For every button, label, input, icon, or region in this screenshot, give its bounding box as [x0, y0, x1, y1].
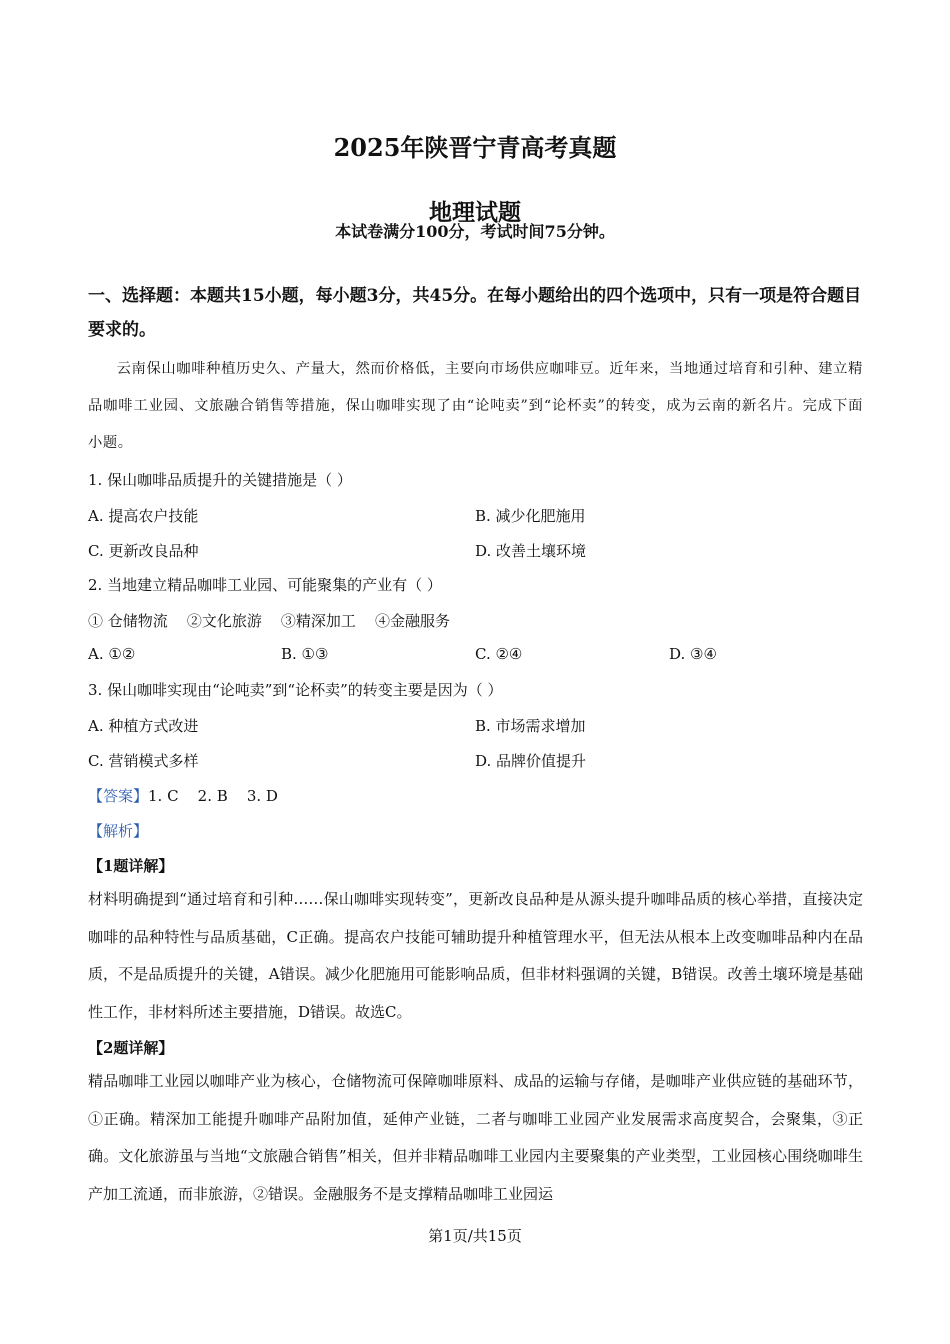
- analysis-tag: 【解析】: [88, 822, 149, 840]
- detail-2-heading: 【2题详解】: [88, 1039, 174, 1057]
- page-footer: 第1页/共15页: [428, 1227, 522, 1245]
- answer-text: 1. C 2. B 3. D: [148, 787, 278, 805]
- question-1-option-a[interactable]: A. 提高农户技能: [88, 507, 199, 525]
- detail-1-heading: 【1题详解】: [88, 857, 174, 875]
- question-1-option-c[interactable]: C. 更新改良品种: [88, 542, 199, 560]
- detail-2-text: 精品咖啡工业园以咖啡产业为核心，仓储物流可保障咖啡原料、成品的运输与存储，是咖啡产业供应链的基础环节，①正确。精深加工能提升咖啡产品附加值，延伸产业链，二者与咖啡工业园产业发展需求高度契合，会聚集，③正确。文化旅游虽与当地“文旅融合销售”相关，但并非精品咖啡工业园内主要聚集的产业类型，工业园核心围绕咖啡生产加工流通，而非旅游，②错误。金融服务不是支撑精品咖啡工业园运: [88, 1072, 863, 1203]
- question-2-option-c[interactable]: C. ②④: [475, 645, 523, 663]
- exam-title: 2025年陕晋宁青高考真题: [333, 133, 617, 162]
- detail-1-text: 材料明确提到“通过培育和引种……保山咖啡实现转变”，更新改良品种是从源头提升咖啡品质的核心举措，直接决定咖啡的品种特性与品质基础，C正确。提高农户技能可辅助提升种植管理水平，但无法从根本上改变咖啡品种内在品质，不是品质提升的关键，A错误。减少化肥施用可能影响品质，但非材料强调的关键，B错误。改善土壤环境是基础性工作，非材料所述主要措施，D错误。故选C。: [88, 890, 863, 1021]
- question-3-option-d[interactable]: D. 品牌价值提升: [475, 752, 587, 770]
- question-2-option-d[interactable]: D. ③④: [669, 645, 717, 663]
- question-1-stem: 1. 保山咖啡品质提升的关键措施是（ ）: [88, 471, 352, 489]
- question-3-option-c[interactable]: C. 营销模式多样: [88, 752, 199, 770]
- section-heading: 一、选择题：本题共15小题，每小题3分，共45分。在每小题给出的四个选项中，只有一项是符合题目要求的。: [88, 286, 862, 340]
- passage-text: 云南保山咖啡种植历史久、产量大，然而价格低，主要向市场供应咖啡豆。近年来，当地通过培育和引种、建立精品咖啡工业园、文旅融合销售等措施，保山咖啡实现了由“论吨卖”到“论杯卖”的转变，成为云南的新名片。完成下面小题。: [88, 361, 863, 451]
- answer-tag: 【答案】: [88, 787, 149, 805]
- question-2-option-a[interactable]: A. ①②: [88, 645, 136, 663]
- question-3-option-b[interactable]: B. 市场需求增加: [475, 717, 586, 735]
- question-3-stem: 3. 保山咖啡实现由“论吨卖”到“论杯卖”的转变主要是因为（ ）: [88, 681, 503, 699]
- question-2-stem: 2. 当地建立精品咖啡工业园、可能聚集的产业有（ ）: [88, 576, 442, 594]
- question-3-option-a[interactable]: A. 种植方式改进: [88, 717, 199, 735]
- exam-subject: 地理试题: [429, 199, 521, 226]
- exam-info: 本试卷满分100分，考试时间75分钟。: [335, 222, 615, 241]
- question-2-items: ① 仓储物流 ②文化旅游 ③精深加工 ④金融服务: [88, 612, 450, 630]
- answer-line: [88, 785, 278, 806]
- question-1-option-d[interactable]: D. 改善土壤环境: [475, 542, 587, 560]
- question-2-option-b[interactable]: B. ①③: [281, 645, 329, 663]
- question-1-option-b[interactable]: B. 减少化肥施用: [475, 507, 586, 525]
